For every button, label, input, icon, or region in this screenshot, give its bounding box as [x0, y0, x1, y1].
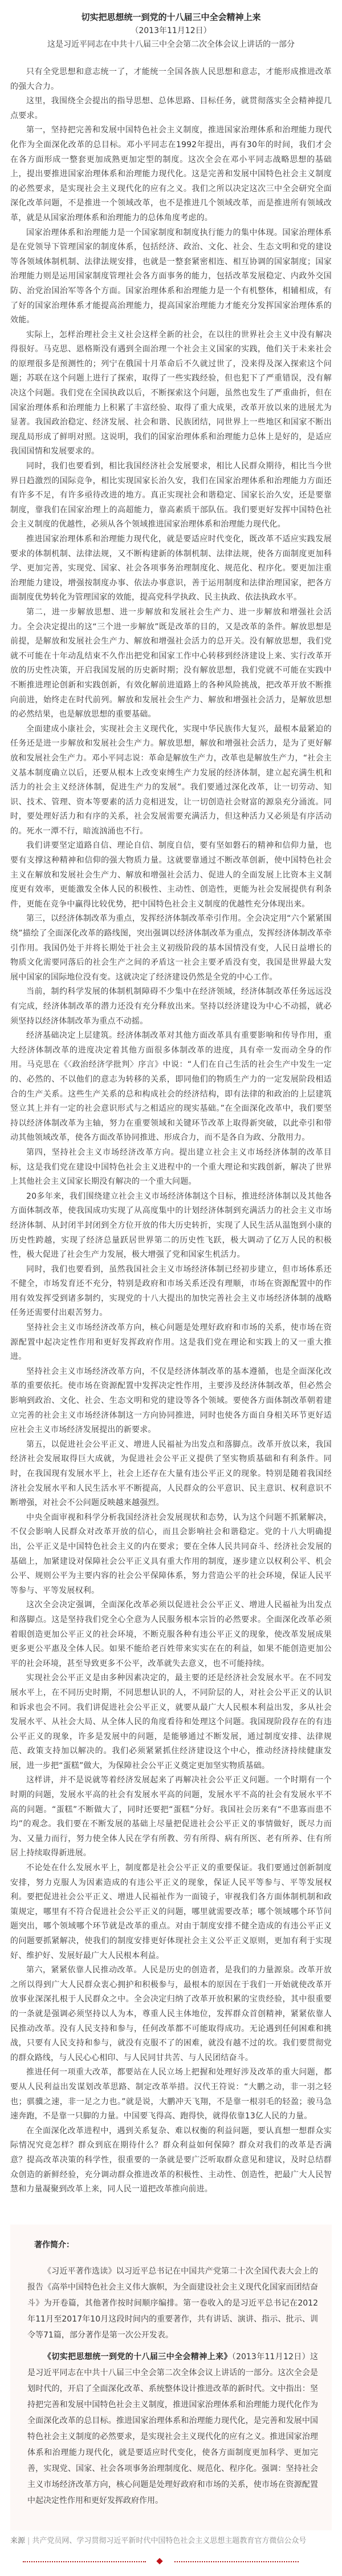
paragraph: 第六，紧紧依靠人民推动改革。人民是历史的创造者，是我们的力量源泉。改革开放之所以得到广大人民群众衷心拥护和积极参与，最根本的原因在于我们一开始就使改革开放事业深深扎根于人民群众之中。全会决定归纳了改革开放积累的宝贵经验，其中很重要的一条就是强调必须坚持以人为本，尊重人民主体地位，发挥群众首创精神，紧紧依靠人民推动改革。没有人民支持和参与，任何改革都不可能取得成功。无论遇到任何困难和挑战，只要有人民支持和参与，就没有克服不了的困难，就没有越不过的坎。我们要贯彻党的群众路线，与人民心心相印、与人民同甘共苦、与人民团结奋斗。 [10, 1966, 332, 2063]
intro-heading: 著作简介： [34, 2240, 74, 2250]
diamond-icon [156, 2558, 162, 2564]
paragraph: 中央全面审视和科学分析我国经济社会发展现状和态势，认为这个问题不抓紧解决，不仅会影响人民群众对改革开放的信心，而且会影响社会和谐稳定。党的十八大明确提出，公平正义是中国特色社会主义的内在要求；要在全体人民共同奋斗、经济社会发展的基础上，加紧建设对保障社会公平正义具有重大作用的制度，逐步建立以权利公平、机会公平、规则公平为主要内容的社会公平保障体系，努力营造公平的社会环境，保证人民平等参与、平等发展权利。 [10, 1513, 332, 1595]
source-label: 来源 [10, 2536, 26, 2545]
paragraph: 我们讲要坚定道路自信、理论自信、制度自信，要有坚如磐石的精神和信仰力量，也要有支撑这种精神和信仰的强大物质力量。这就要靠通过不断改革创新，使中国特色社会主义在解放和发展社会生产力、解放和增强社会活力、促进人的全面发展上比资本主义制度更有效率，更能激发全体人民的积极性、主动性、创造性，更能为社会发展提供有利条件，更能在竞争中赢得比较优势，把中国特色社会主义制度的优越性充分体现出来。 [10, 841, 332, 909]
book-introduction-box [10, 2225, 332, 2530]
paragraph: 国家治理体系和治理能力是一个国家制度和制度执行能力的集中体现。国家治理体系是在党领导下管理国家的制度体系，包括经济、政治、文化、社会、生态文明和党的建设等各领域体制机制、法律法规安排，也就是一整套紧密相连、相互协调的国家制度；国家治理能力则是运用国家制度管理社会各方面事务的能力，包括改革发展稳定、内政外交国防、治党治国治军等各个方面。国家治理体系和治理能力是一个有机整体，相辅相成，有了好的国家治理体系才能提高治理能力，提高国家治理能力才能充分发挥国家治理体系的效能。 [10, 228, 332, 325]
paragraph: 全面建成小康社会，实现社会主义现代化，实现中华民族伟大复兴，最根本最紧迫的任务还是进一步解放和发展社会生产力。解放思想，解放和增强社会活力，是为了更好解放和发展社会生产力。邓小平同志说：革命是解放生产力，改革也是解放生产力，“社会主义基本制度确立以后，还要从根本上改变束缚生产力发展的经济体制，建立起充满生机和活力的社会主义经济体制，促进生产力的发展”。我们要通过深化改革，让一切劳动、知识、技术、管理、资本等要素的活力竞相迸发，让一切创造社会财富的源泉充分涌流。同时，要处理好活力和有序的关系，社会发展需要充满活力，但这种活力又必须是有序活动的。死水一潭不行，暗流汹涌也不行。 [10, 724, 332, 836]
paragraph: 只有全党思想和意志统一了，才能统一全国各族人民思想和意志，才能形成推进改革的强大合力。 [10, 67, 332, 91]
paragraph: 第四，坚持社会主义市场经济改革方向。提出建立社会主义市场经济体制的改革目标，这是我们党在建设中国特色社会主义进程中的一个重大理论和实践创新，解决了世界上其他社会主义国家长期没有解决的一个重大问题。 [10, 1147, 332, 1187]
paragraph: 同时，我们也要看到，虽然我国社会主义市场经济体制已经初步建立，但市场体系还不健全，市场发育还不充分，特别是政府和市场关系还没有理顺，市场在资源配置中的作用有效发挥受到诸多制约，实现党的十八大提出的加快完善社会主义市场经济体制的战略任务还需要付出艰苦努力。 [10, 1264, 332, 1318]
source-line [10, 2535, 332, 2547]
paragraph: 第五，以促进社会公平正义、增进人民福祉为出发点和落脚点。改革开放以来，我国经济社会发展取得巨大成就，为促进社会公平正义提供了坚实物质基础和有利条件。同时，在我国现有发展水平上，社会上还存在大量有违公平正义的现象。特别是随着我国经济社会发展水平和人民生活水平不断提高，人民群众的公平意识、民主意识、权利意识不断增强，对社会不公问题反映越来越强烈。 [10, 1439, 332, 1508]
source-text: 共产党员网、学习贯彻习近平新时代中国特色社会主义思想主题教育官方微信公众号 [32, 2536, 307, 2545]
article-date: （2013年11月12日） [131, 26, 211, 35]
paragraph: 坚持社会主义市场经济改革方向，核心问题是处理好政府和市场的关系，使市场在资源配置中起决定性作用和更好发挥政府作用。这是我们党在理论和实践上的又一重大推进。 [10, 1323, 332, 1362]
section-spacer [10, 2197, 332, 2225]
paragraph: 第一，坚持把完善和发展中国特色社会主义制度，推进国家治理体系和治理能力现代化作为全面深化改革的总目标。邓小平同志在1992年提出，再有30年的时间，我们才会在各方面形成一整套更加成熟更加定型的制度。这次全会在邓小平同志战略思想的基础上，提出要推进国家治理体系和治理能力现代化。这是完善和发展中国特色社会主义制度的必然要求，是实现社会主义现代化的应有之义。我们之所以决定这次三中全会研究全面深化改革问题，不是推进一个领域改革，也不是推进几个领域改革，而是推进所有领域改革，就是从国家治理体系和治理能力的总体角度考虑的。 [10, 126, 332, 223]
article-body [10, 65, 332, 2197]
paragraph: 第二，进一步解放思想、进一步解放和发展社会生产力、进一步解放和增强社会活力。全会决定提出的这“三个进一步解放”既是改革的目的，又是改革的条件。解放思想是前提，是解放和发展社会生产力、解放和增强社会活力的总开关。没有解放思想，我们党就不可能在十年动乱结束不久作出把党和国家工作中心转移到经济建设上来、实行改革开放的历史性决策，开启我国发展的历史新时期；没有解放思想，我们党就不可能在实践中不断推进理论创新和实践创新，有效化解前进道路上的各种风险挑战，把改革开放不断推向前进，始终走在时代前列。解放和发展社会生产力、解放和增强社会活力，是解放思想的必然结果，也是解放思想的重要基础。 [10, 607, 332, 719]
paragraph: 推进任何一项重大改革，都要站在人民立场上把握和处理好涉及改革的重大问题，都要从人民利益出发谋划改革思路、制定改革举措。汉代王符说：“大鹏之动，非一羽之轻也；骐骥之速，非一足之力也。”就是说，大鹏冲天飞翔，不是靠一根羽毛的轻盈；骏马急速奔跑，不是靠一只脚的力量。中国要飞得高、跑得快，就得依靠13亿人民的力量。 [10, 2068, 332, 2121]
paragraph: 不论处在什么发展水平上，制度都是社会公平正义的重要保证。我们要通过创新制度安排，努力克服人为因素造成的有违公平正义的现象，保证人民平等参与、平等发展权利。要把促进社会公平正义、增进人民福祉作为一面镜子，审视我们各方面体制机制和政策规定，哪里有不符合促进社会公平正义的问题，哪里就需要改革；哪个领域哪个环节问题突出，哪个领域哪个环节就是改革的重点。对由于制度安排不健全造成的有违公平正义的问题要抓紧解决，使我们的制度安排更好体现社会主义公平正义原则，更加有利于实现好、维护好、发展好最广大人民根本利益。 [10, 1863, 332, 1960]
divider-line-left [23, 2561, 146, 2562]
paragraph: 经济基础决定上层建筑。经济体制改革对其他方面改革具有重要影响和传导作用，重大经济体制改革的进度决定着其他方面很多体制改革的进度，具有牵一发而动全身的作用。马克思在《〈政治经济学批判〉序言》中说：“人们在自己生活的社会生产中发生一定的、必然的、不以他们的意志为转移的关系，即同他们的物质生产力的一定发展阶段相适合的生产关系。这些生产关系的总和构成社会的经济结构，即有法律的和政治的上层建筑竖立其上并有一定的社会意识形式与之相适应的现实基础。”在全面深化改革中，我们要坚持以经济体制改革为主轴，努力在重要领域和关键环节改革上取得新突破，以此牵引和带动其他领域改革，使各方面改革协同推进、形成合力，而不是各自为政、分散用力。 [10, 1031, 332, 1143]
paragraph: 实际上，怎样治理社会主义社会这样全新的社会，在以往的世界社会主义中没有解决得很好。马克思、恩格斯没有遇到全面治理一个社会主义国家的实践，他们关于未来社会的原理很多是预测性的；列宁在俄国十月革命后不久就过世了，没来得及深入探索这个问题；苏联在这个问题上进行了探索，取得了一些实践经验，但也犯下了严重错误，没有解决这个问题。我们党在全国执政以后，不断探索这个问题，虽然也发生了严重曲折，但在国家治理体系和治理能力上积累了丰富经验、取得了重大成果，改革开放以来的进展尤为显著。我国政治稳定、经济发展、社会和谐、民族团结，同世界上一些地区和国家不断出现乱局形成了鲜明对照。这说明，我们的国家治理体系和治理能力总体上是好的，是适应我国国情和发展要求的。 [10, 330, 332, 456]
paragraph: 20多年来，我们围绕建立社会主义市场经济体制这个目标，推进经济体制以及其他各方面体制改革，使我国成功实现了从高度集中的计划经济体制到充满活力的社会主义市场经济体制、从封闭半封闭到全方位开放的伟大历史转折，实现了人民生活从温饱到小康的历史性跨越，实现了经济总量跃居世界第二的历史性飞跃，极大调动了亿万人民的积极性，极大促进了社会生产力发展，极大增强了党和国家生机活力。 [10, 1191, 332, 1260]
intro-article-title: 《切实把思想统一到党的十八届三中全会精神上来》 [43, 2352, 232, 2361]
intro-paragraph: 《习近平著作选读》以习近平总书记在中国共产党第二十次全国代表大会上的报告《高举中国特色社会主义伟大旗帜，为全面建设社会主义现代化国家而团结奋斗》为开卷篇，其他著作按时间顺序编排。第一卷收入的是习近平总书记在2012年11月至2017年10月这段时间内的重要著作，共有讲话、演讲、指示、批示、训令等71篇，部分著作是第一次公开发表。 [27, 2266, 318, 2340]
footer-divider [10, 2553, 332, 2570]
paragraph: 推进国家治理体系和治理能力现代化，就是要适应时代变化，既改革不适应实践发展要求的体制机制、法律法规，又不断构建新的体制机制、法律法规，使各方面制度更加科学、更加完善，实现党、国家、社会各项事务治理制度化、规范化、程序化。要更加注重治理能力建设，增强按制度办事、依法办事意识，善于运用制度和法律治理国家，把各方面制度优势转化为管理国家的效能，提高党科学执政、民主执政、依法执政水平。 [10, 535, 332, 602]
intro-paragraph-article [27, 2349, 318, 2509]
paragraph: 实现社会公平正义是由多种因素决定的，最主要的还是经济社会发展水平。在不同发展水平上，在不同历史时期，不同思想认识的人，不同阶层的人，对社会公平正义的认识和诉求也会不同。我们讲促进社会公平正义，就要从最广大人民根本利益出发，多从社会发展水平、从社会大局、从全体人民的角度看待和处理这个问题。我国现阶段存在的有违公平正义的现象，许多是发展中的问题，是能够通过不断发展，通过制度安排、法律规范、政策支持加以解决的。我们必须紧紧抓住经济建设这个中心，推动经济持续健康发展，进一步把“蛋糕”做大，为保障社会公平正义奠定更加坚实物质基础。 [10, 1673, 332, 1770]
paragraph: 这样讲，并不是说就等着经济发展起来了再解决社会公平正义问题。一个时期有一个时期的问题，发展水平高的社会有发展水平高的问题，发展水平不高的社会有发展水平不高的问题。“蛋糕”不断做大了，同时还要把“蛋糕”分好。我国社会历来有“不患寡而患不均”的观念。我们要在不断发展的基础上尽量把促进社会公平正义的事情做好，既尽力而为、又量力而行，努力使全体人民在学有所教、劳有所得、病有所医、老有所养、住有所居上持续取得新进展。 [10, 1776, 332, 1858]
article-title: 切实把思想统一到党的十八届三中全会精神上来 [81, 12, 261, 22]
paragraph: 这里，我围绕全会提出的指导思想、总体思路、目标任务，就贯彻落实全会精神提几点要求。 [10, 96, 332, 120]
source-separator: | [27, 2536, 30, 2545]
article-subtitle: 这是习近平同志在中共十八届三中全会第二次全体会议上讲话的一部分 [47, 40, 295, 49]
paragraph: 第三，以经济体制改革为重点，发挥经济体制改革牵引作用。全会决定用“六个紧紧围绕”描绘了全面深化改革的路线图，突出强调以经济体制改革为重点，发挥经济体制改革牵引作用。我国仍处于并将长期处于社会主义初级阶段的基本国情没有变，人民日益增长的物质文化需要同落后的社会生产之间的矛盾这一社会主要矛盾没有变，我国是世界最大发展中国家的国际地位没有变。这就决定了经济建设仍然是全党的中心工作。 [10, 914, 332, 982]
paragraph: 当前，制约科学发展的体制机制障碍不少集中在经济领域，经济体制改革任务远远没有完成，经济体制改革的潜力还没有充分释放出来。坚持以经济建设为中心不动摇，就必须坚持以经济体制改革为重点不动摇。 [10, 987, 332, 1026]
paragraph: 同时，我们也要看到，相比我国经济社会发展要求，相比人民群众期待，相比当今世界日趋激烈的国际竞争，相比实现国家长治久安，我们在国家治理体系和治理能力方面还有许多不足，有许多亟待改进的地方。真正实现社会和谐稳定、国家长治久安，还是要靠制度，靠我们在国家治理上的高超能力，靠高素质干部队伍。我们要更好发挥中国特色社会主义制度的优越性，必须从各个领域推进国家治理体系和治理能力现代化。 [10, 462, 332, 529]
divider-line-right [174, 2561, 299, 2562]
paragraph: 在全面深化改革进程中，遇到关系复杂、难以权衡的利益问题，要认真想一想群众实际情况究竟怎样？群众到底在期待什么？群众利益如何保障？群众对我们的改革是否满意？提高改革决策的科学性，很重要的一条就是要广泛听取群众意见和建议，及时总结群众创造的新鲜经验，充分调动群众推进改革的积极性、主动性、创造性，把最广大人民智慧和力量凝聚到改革上来，同人民一道把改革推向前进。 [10, 2126, 332, 2194]
paragraph: 坚持社会主义市场经济改革方向，不仅是经济体制改革的基本遵循，也是全面深化改革的重要依托。使市场在资源配置中发挥决定性作用，主要涉及经济体制改革，但必然会影响到政治、文化、社会、生态文明和党的建设等各个领域。要使各方面体制改革朝着建立完善的社会主义市场经济体制这一方向协同推进，同时也使各方面自身相关环节更好适应社会主义市场经济发展提出的新要求。 [10, 1366, 332, 1435]
paragraph: 这次全会决定强调，全面深化改革必须以促进社会公平正义、增进人民福祉为出发点和落脚点。这是坚持我们党全心全意为人民服务根本宗旨的必然要求。全面深化改革必须着眼创造更加公平正义的社会环境，不断克服各种有违公平正义的现象，使改革发展成果更多更公平惠及全体人民。如果不能给老百姓带来实实在在的利益，如果不能创造更加公平的社会环境，甚至导致更多不公平，改革就失去意义，也不可能持续。 [10, 1600, 332, 1668]
intro-article-summary: （2013年11月12日）这是习近平同志在中共十八届三中全会第二次全体会议上讲话的一部分。这次全会是划时代的，开启了全面深化改革、系统整体设计推进改革的新时代。文中指出：坚持把完善和发展中国特色社会主义制度，推进国家治理体系和治理能力现代化作为全面深化改革的总目标。推进国家治理体系和治理能力现代化，是完善和发展中国特色社会主义制度的必然要求，是实现社会主义现代化的应有之义。推进国家治理体系和治理能力现代化，就是要适应时代变化，使各方面制度更加科学、更加完善，实现党、国家、社会各项事务治理制度化、规范化、程序化。强调：坚持社会主义市场经济改革方向，核心问题是处理好政府和市场的关系，使市场在资源配置中起决定性作用和更好发挥政府作用。 [27, 2352, 319, 2505]
